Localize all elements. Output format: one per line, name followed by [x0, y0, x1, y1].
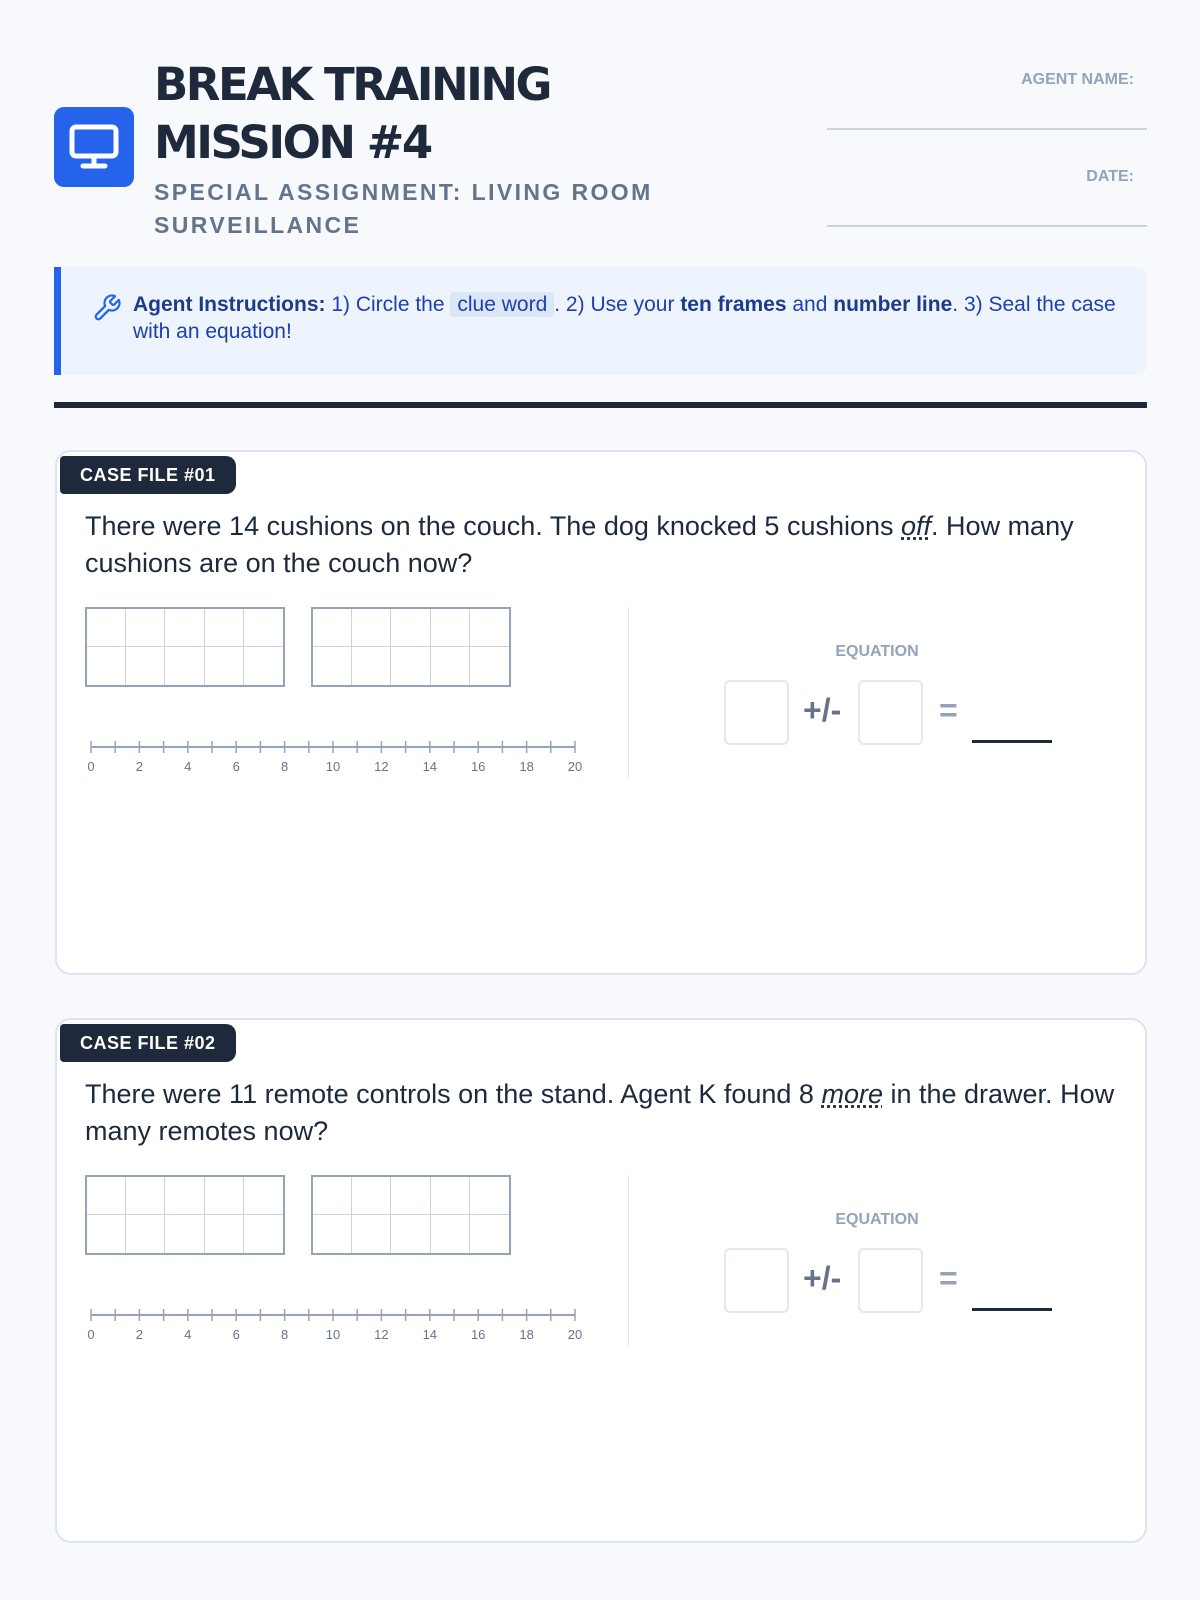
page-title [154, 56, 714, 172]
word-problem [85, 508, 1125, 582]
number-line-label: 10 [325, 759, 341, 774]
equals-sign: = [939, 1260, 958, 1296]
number-line-label: 14 [422, 759, 438, 774]
clue-word[interactable]: more [821, 1079, 883, 1109]
number-line-label: 18 [519, 1327, 534, 1342]
number-line-label: 12 [374, 1327, 389, 1342]
case-file-1 [55, 450, 1147, 975]
number-line-label: 4 [184, 759, 192, 774]
number-line-label: 2 [135, 759, 144, 774]
equation-box-2[interactable] [858, 1248, 923, 1313]
number-line-label: 14 [422, 1327, 438, 1342]
number-line-label: 2 [135, 1327, 144, 1342]
number-line-label: 10 [325, 1327, 341, 1342]
monitor-icon [69, 124, 119, 170]
equation-box-1[interactable] [724, 1248, 789, 1313]
ten-frame[interactable] [85, 1175, 285, 1255]
number-line-label: 20 [567, 759, 583, 774]
instructions-box [54, 267, 1147, 375]
case-tab: CASE FILE #01 [60, 456, 236, 494]
instructions-and: and [786, 293, 834, 316]
ten-frame[interactable] [311, 607, 511, 687]
page-subtitle: SPECIAL ASSIGNMENT: LIVING ROOM SURVEILLANCE [154, 179, 653, 238]
clue-word[interactable]: off [901, 511, 932, 541]
problem-text-end: . How many cushions are on the couch now? [85, 511, 1074, 578]
number-line-label: 0 [87, 1327, 95, 1342]
answer-line[interactable] [972, 1308, 1052, 1311]
number-line-label: 4 [184, 1327, 192, 1342]
number-line[interactable] [85, 737, 585, 777]
number-line-label: 6 [232, 759, 240, 774]
clue-word-chip: clue word [450, 292, 554, 317]
instructions-step-1: 1) Circle the [325, 293, 451, 316]
operator-sign: +/- [803, 692, 842, 728]
number-line-label: 6 [232, 1327, 240, 1342]
problem-text: There were 14 cushions on the couch. The dog knocked 5 cushions [85, 511, 902, 541]
equals-sign: = [939, 692, 958, 728]
title-line-2: MISSION #4 [154, 116, 431, 169]
instructions-text [133, 291, 1133, 345]
column-divider [628, 607, 629, 779]
number-line-term: number line [833, 293, 953, 316]
number-line-label: 16 [470, 1327, 486, 1342]
problem-text: There were 11 remote controls on the stand. Agent K found 8 [85, 1079, 822, 1109]
equation-label: EQUATION [835, 1211, 919, 1228]
case-tab: CASE FILE #02 [60, 1024, 236, 1062]
number-line-label: 8 [280, 1327, 289, 1342]
problem-text-end: in the drawer. How many remotes now? [85, 1079, 1115, 1146]
operator-sign: +/- [803, 1260, 842, 1296]
number-line-label: 20 [567, 1327, 583, 1342]
case-file-2 [55, 1018, 1147, 1543]
logo [54, 107, 134, 187]
number-line[interactable] [85, 1305, 585, 1345]
agent-name-label: AGENT NAME: [1021, 71, 1134, 88]
ten-frame[interactable] [311, 1175, 511, 1255]
number-line-label: 18 [519, 759, 534, 774]
title-line-1: BREAK TRAINING [154, 58, 550, 111]
section-divider [54, 402, 1147, 408]
number-line-label: 8 [280, 759, 289, 774]
number-line-label: 16 [470, 759, 486, 774]
instructions-lead: Agent Instructions: [133, 293, 326, 316]
word-problem [85, 1076, 1125, 1150]
ten-frame[interactable] [85, 607, 285, 687]
agent-name-field[interactable] [827, 128, 1147, 130]
wrench-icon [92, 293, 122, 323]
instructions-step-3: . 3) Seal the case with an equation! [133, 293, 1116, 343]
number-line-label: 0 [87, 759, 95, 774]
number-line-label: 12 [374, 759, 389, 774]
ten-frames-term: ten frames [680, 293, 787, 316]
date-label: DATE: [1086, 168, 1134, 185]
date-field[interactable] [827, 225, 1147, 227]
equation-box-2[interactable] [858, 680, 923, 745]
equation-label: EQUATION [835, 643, 919, 660]
column-divider [628, 1175, 629, 1347]
answer-line[interactable] [972, 740, 1052, 743]
instructions-step-2: . 2) Use your [554, 293, 681, 316]
equation-box-1[interactable] [724, 680, 789, 745]
